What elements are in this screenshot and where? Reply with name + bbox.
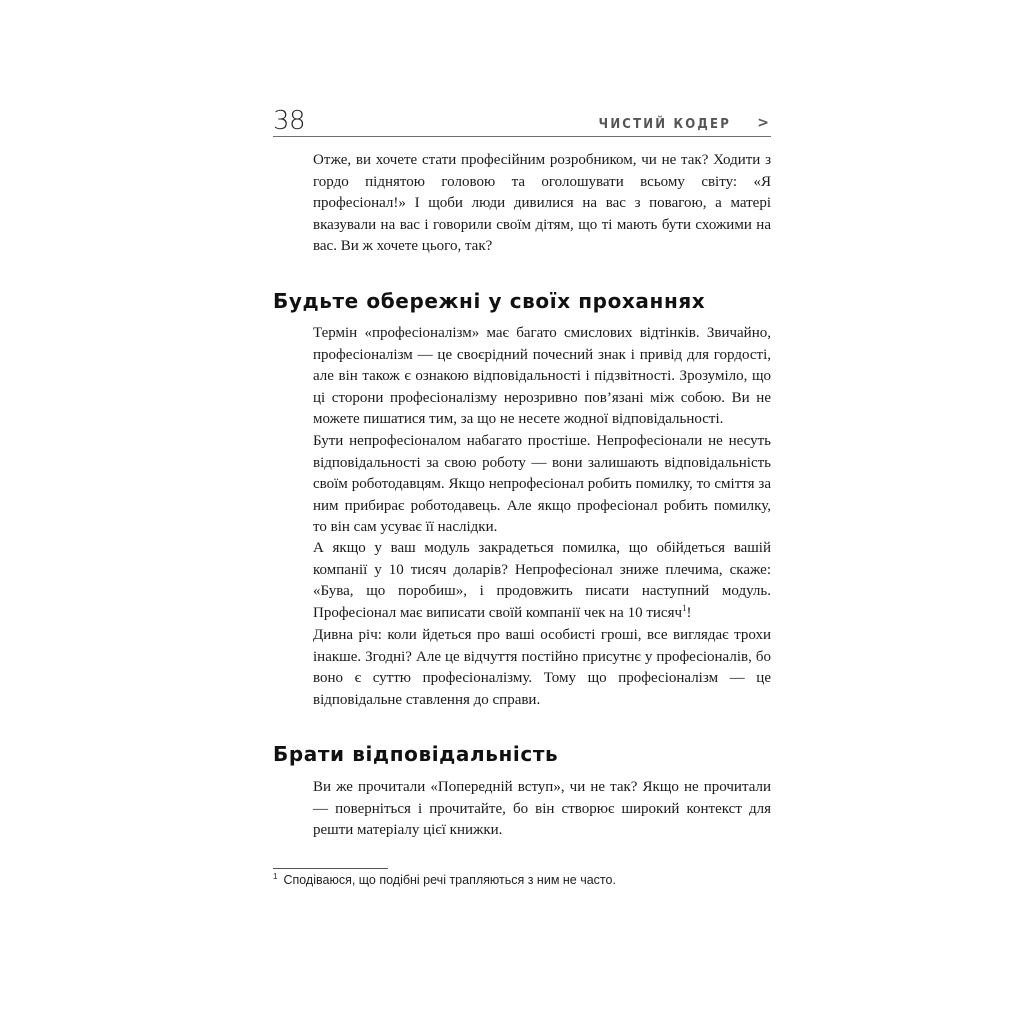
footnote-text: Сподіваюся, що подібні речі трапляються з ним не часто. — [283, 873, 616, 888]
section-heading-responsibility: Брати відповідальність — [273, 742, 559, 766]
book-title: ЧИСТИЙ КОДЕР — [598, 117, 731, 132]
paragraph-preface: Ви же прочитали «Попередній вступ», чи не так? Якщо не прочитали — поверніться і прочитайте, бо він створює широкий контекст для решти матеріалу цієї книжки. — [313, 779, 771, 838]
paragraph-personal-money: Дивна річ: коли йдеться про ваші особисті гроші, все виглядає трохи інакше. Згодні? Але це відчуття постійно присутнє у професіоналів, бо воно є суттю професіоналізму. Тому що професіоналізм — це відповідальне ставлення до справи. — [313, 627, 771, 708]
page-number: 38 — [273, 106, 306, 136]
running-header — [273, 106, 771, 137]
next-page-arrow-icon: > — [757, 115, 769, 131]
footnote-divider — [273, 868, 388, 869]
paragraph-non-professional: Бути непрофесіоналом набагато простіше. Непрофесіонали не несуть відповідальності за свою роботу — вони залишають відповідальність своїм роботодавцям. Якщо непрофесіонал робить помилку, то сміття за ним прибирає роботодавець. Але якщо професіонал робить помилку, то він сам усуває її наслідки. — [313, 433, 771, 535]
section-heading-careful: Будьте обережні у своїх проханнях — [273, 289, 706, 313]
footnote — [273, 872, 771, 887]
footnote-reference: 1 — [682, 602, 687, 613]
paragraph-module-error-text: А якщо у ваш модуль закрадеться помилка, що обійдеться вашій компанії у 10 тисяч доларів? Непрофесіонал зниже плечима, скаже: «Бува, що поробиш», і продовжить писати наступний модуль. Професіонал має виписати своїй компанії чек на 10 тисяч — [313, 540, 771, 621]
paragraph-module-error-end: ! — [686, 604, 692, 621]
paragraph-module-error — [313, 538, 771, 624]
footnote-mark: 1 — [273, 872, 278, 881]
intro-paragraph: Отже, ви хочете стати професійним розробником, чи не так? Ходити з гордо піднятою головою та оголошувати всьому світу: «Я професіонал!» І щоби люди дивилися на вас з повагою, а матері вказували на вас і говорили своїм дітям, що ті мають бути схожими на вас. Ви ж хочете цього, так? — [313, 152, 771, 254]
paragraph-professionalism: Термін «професіоналізм» має багато смислових відтінків. Звичайно, професіоналізм — це своєрідний почесний знак і привід для гордості, але він також є ознакою відповідальності і підзвітності. Зрозуміло, що ці сторони професіоналізму нерозривно пов’язані між собою. Ви не можете пишатися тим, за що не несете жодної відповідальності. — [313, 325, 771, 427]
